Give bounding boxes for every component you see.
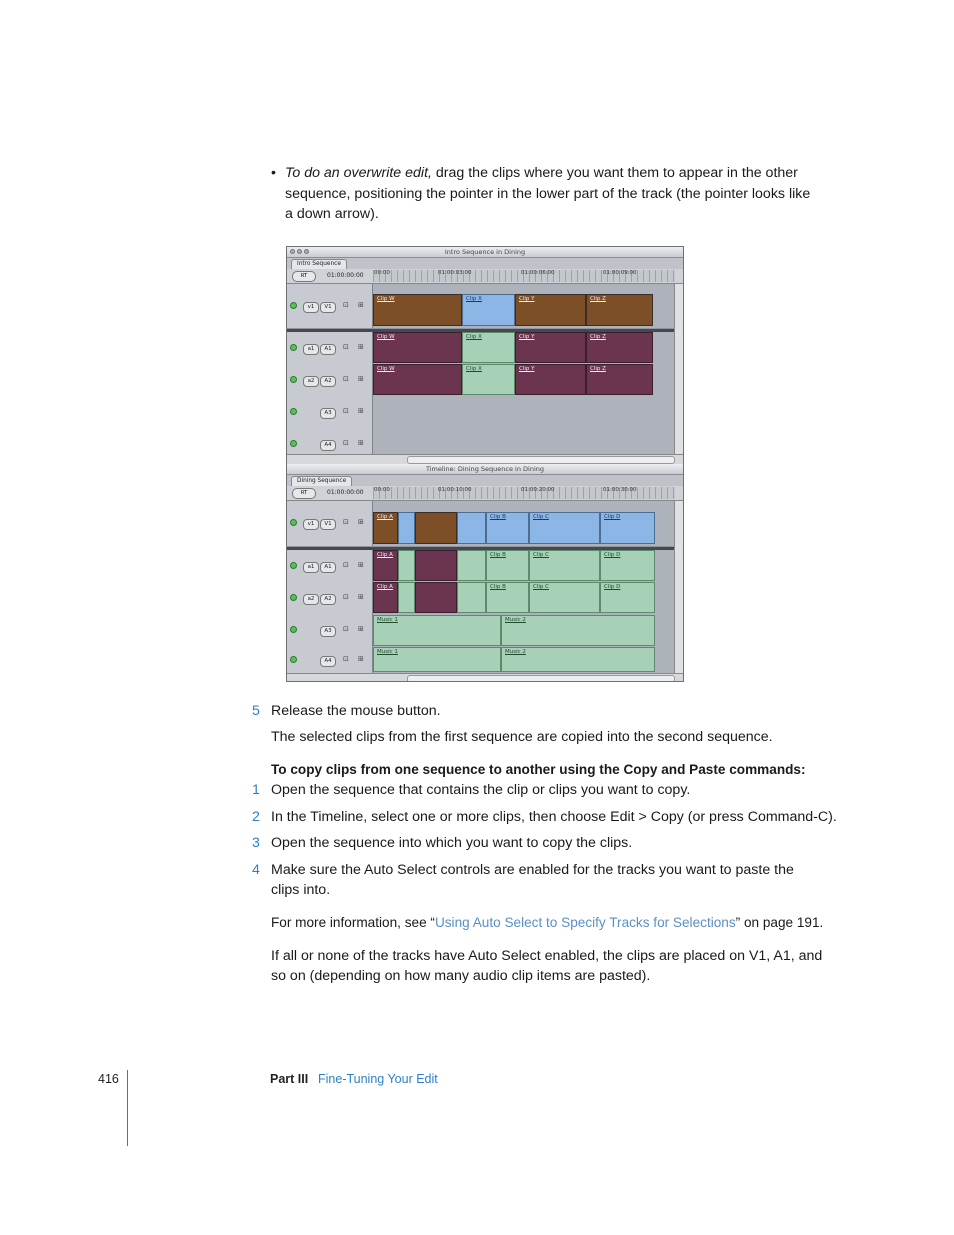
track-controls xyxy=(287,647,373,673)
speaker-icon[interactable] xyxy=(290,626,297,633)
clip-label: Clip X xyxy=(466,366,482,372)
clip-label: Clip C xyxy=(533,514,549,520)
auto-select-icon[interactable]: ⊞ xyxy=(358,518,364,526)
clip-w-audio[interactable] xyxy=(373,332,462,363)
clip-a-audio[interactable] xyxy=(373,550,398,581)
speaker-icon[interactable] xyxy=(290,562,297,569)
clip-d[interactable] xyxy=(600,512,655,544)
timecode-display: 01:00:00:00 xyxy=(327,272,364,279)
clip-pasted[interactable] xyxy=(415,512,457,544)
ruler-label: 01:00:03:00 xyxy=(438,270,472,276)
clip-c[interactable] xyxy=(529,512,600,544)
track-controls xyxy=(287,364,373,396)
auto-select-icon[interactable]: ⊞ xyxy=(358,655,364,663)
source-control[interactable]: v1 xyxy=(303,302,319,313)
clip-label: Clip W xyxy=(377,366,395,372)
time-ruler[interactable] xyxy=(373,270,675,282)
auto-select-icon[interactable]: ⊞ xyxy=(358,375,364,383)
lock-icon[interactable]: ⊡ xyxy=(343,593,349,601)
clip-x-audio-2[interactable] xyxy=(462,364,515,395)
lock-icon[interactable]: ⊡ xyxy=(343,439,349,447)
clip-label: Clip A xyxy=(377,584,393,590)
source-control[interactable]: a1 xyxy=(303,562,319,573)
auto-select-icon[interactable]: ⊞ xyxy=(358,561,364,569)
clip-a-audio-2[interactable] xyxy=(373,582,398,613)
ruler-label: 01:00:09:00 xyxy=(603,270,637,276)
step-2-text: In the Timeline, select one or more clips, then choose Edit > Copy (or press Command-C). xyxy=(271,809,837,825)
clip-label: Clip X xyxy=(466,334,482,340)
top-rt-bar xyxy=(287,269,683,284)
step-3-number: 3 xyxy=(252,835,260,851)
track-visibility-toggle[interactable] xyxy=(290,302,297,309)
footer-section: Fine-Tuning Your Edit xyxy=(318,1072,438,1086)
bullet-line3: a down arrow). xyxy=(285,206,379,222)
speaker-icon[interactable] xyxy=(290,408,297,415)
closing-line1: If all or none of the tracks have Auto Select enabled, the clips are placed on V1, A1, and xyxy=(271,948,823,964)
clip-b-audio[interactable] xyxy=(486,550,529,581)
speaker-icon[interactable] xyxy=(290,376,297,383)
clip-pasted-audio[interactable] xyxy=(415,550,457,581)
timecode-display-2: 01:00:00:00 xyxy=(327,489,364,496)
destination-control[interactable]: A4 xyxy=(320,656,336,667)
source-control[interactable]: a2 xyxy=(303,594,319,605)
step-5-text: Release the mouse button. xyxy=(271,703,441,719)
auto-select-icon[interactable]: ⊞ xyxy=(358,439,364,447)
clip-w[interactable] xyxy=(373,294,462,326)
track-v1-lower xyxy=(287,501,683,547)
ruler-label: 01:00:06:00 xyxy=(521,270,555,276)
source-control[interactable]: v1 xyxy=(303,519,319,530)
source-control[interactable]: a2 xyxy=(303,376,319,387)
track-v1 xyxy=(287,284,683,329)
clip-label: Clip Y xyxy=(519,334,535,340)
clip-label: Clip C xyxy=(533,552,549,558)
lock-icon[interactable]: ⊡ xyxy=(343,518,349,526)
destination-control[interactable]: V1 xyxy=(320,302,336,313)
destination-control[interactable]: A4 xyxy=(320,440,336,451)
minimize-button[interactable] xyxy=(297,249,302,254)
destination-control[interactable]: A2 xyxy=(320,594,336,605)
clip-label: Clip B xyxy=(490,514,506,520)
step-5-number: 5 xyxy=(252,703,260,719)
clip-label: Clip Y xyxy=(519,296,535,302)
clip-z-audio[interactable] xyxy=(586,332,653,363)
auto-select-icon[interactable]: ⊞ xyxy=(358,343,364,351)
page-number: 416 xyxy=(98,1072,119,1086)
bullet-dot: • xyxy=(271,165,276,181)
tab-dining-sequence[interactable]: Dining Sequence xyxy=(291,476,352,486)
destination-control[interactable]: V1 xyxy=(320,519,336,530)
clip-music-1[interactable] xyxy=(373,615,501,646)
clip-label: Clip D xyxy=(604,514,621,520)
clip-label: Clip Z xyxy=(590,334,606,340)
track-a3 xyxy=(287,396,683,431)
clip-label: Music 1 xyxy=(377,649,398,655)
horizontal-scrollbar[interactable] xyxy=(407,456,675,464)
vertical-scrollbar[interactable] xyxy=(674,284,683,454)
track-controls xyxy=(287,614,373,647)
lock-icon[interactable]: ⊡ xyxy=(343,561,349,569)
clip-x-audio[interactable] xyxy=(462,332,515,363)
step-1-text: Open the sequence that contains the clip or clips you want to copy. xyxy=(271,782,691,798)
ruler-label: 00:00 xyxy=(374,487,390,493)
auto-select-icon[interactable]: ⊞ xyxy=(358,301,364,309)
rt-popup-2[interactable]: RT xyxy=(292,488,316,499)
lock-icon[interactable]: ⊡ xyxy=(343,625,349,633)
bullet-text xyxy=(285,163,845,184)
track-controls xyxy=(287,501,373,546)
clip-label: Clip D xyxy=(604,584,621,590)
destination-control[interactable]: A1 xyxy=(320,562,336,573)
clip-label: Clip Z xyxy=(590,296,606,302)
lower-titlebar xyxy=(287,464,683,475)
track-a2 xyxy=(287,364,683,397)
tab-intro-sequence[interactable]: Intro Sequence xyxy=(291,259,347,269)
destination-control[interactable]: A3 xyxy=(320,408,336,419)
clip-label: Clip Y xyxy=(519,366,535,372)
time-ruler-2[interactable] xyxy=(373,487,675,499)
step-1-number: 1 xyxy=(252,782,260,798)
auto-select-icon[interactable]: ⊞ xyxy=(358,407,364,415)
clip-music-2[interactable] xyxy=(501,615,655,646)
track-controls xyxy=(287,550,373,582)
clip-label: Clip B xyxy=(490,552,506,558)
bottom-rt-bar xyxy=(287,486,683,501)
vertical-scrollbar-2[interactable] xyxy=(674,501,683,673)
clip-y-audio-2[interactable] xyxy=(515,364,586,395)
horizontal-scrollbar-2[interactable] xyxy=(407,675,675,682)
more-info-suffix: ” on page 191. xyxy=(735,915,824,930)
speaker-icon[interactable] xyxy=(290,440,297,447)
top-bottom-bar xyxy=(287,454,683,464)
window-titlebar xyxy=(287,247,683,258)
more-info xyxy=(271,913,823,934)
bullet-line2: sequence, positioning the pointer in the lower part of the track (the pointer looks like xyxy=(285,186,811,202)
clip-label: Clip B xyxy=(490,584,506,590)
footer-part: Part III xyxy=(270,1072,309,1086)
clip-a-gap[interactable] xyxy=(398,512,415,544)
track-a4 xyxy=(287,430,683,455)
track-a2-lower xyxy=(287,582,683,615)
result-text: The selected clips from the first sequence are copied into the second sequence. xyxy=(271,729,773,745)
track-controls xyxy=(287,582,373,614)
clip-label: Music 1 xyxy=(377,617,398,623)
auto-select-icon[interactable]: ⊞ xyxy=(358,593,364,601)
track-a3-lower xyxy=(287,614,683,648)
track-controls xyxy=(287,430,373,454)
clip-y[interactable] xyxy=(515,294,586,326)
lock-icon[interactable]: ⊡ xyxy=(343,343,349,351)
lock-icon[interactable]: ⊡ xyxy=(343,655,349,663)
clip-label: Clip Z xyxy=(590,366,606,372)
clip-label: Clip A xyxy=(377,552,393,558)
auto-select-icon[interactable]: ⊞ xyxy=(358,625,364,633)
zoom-button[interactable] xyxy=(304,249,309,254)
cross-reference-link[interactable]: Using Auto Select to Specify Tracks for Selections xyxy=(434,915,736,930)
speaker-icon[interactable] xyxy=(290,656,297,663)
step-4-line2: clips into. xyxy=(271,882,331,898)
clip-b[interactable] xyxy=(486,512,529,544)
bullet-rest: drag the clips where you want them to appear in the other xyxy=(431,165,798,181)
clip-gap-audio[interactable] xyxy=(398,550,415,581)
lock-icon[interactable]: ⊡ xyxy=(343,407,349,415)
ruler-label: 01:00:30:00 xyxy=(603,487,637,493)
track-a1 xyxy=(287,332,683,365)
destination-control[interactable]: A2 xyxy=(320,376,336,387)
footer-rule xyxy=(127,1070,128,1146)
clip-a[interactable] xyxy=(373,512,398,544)
more-info-prefix: For more information, see “ xyxy=(271,915,435,930)
clip-pasted-audio-2[interactable] xyxy=(415,582,457,613)
clip-label: Clip D xyxy=(604,552,621,558)
clip-gap-2[interactable] xyxy=(457,512,486,544)
track-a1-lower xyxy=(287,550,683,583)
destination-control[interactable]: A1 xyxy=(320,344,336,355)
clip-b-audio-2[interactable] xyxy=(486,582,529,613)
step-4-line1: Make sure the Auto Select controls are enabled for the tracks you want to paste the xyxy=(271,862,794,878)
lock-icon[interactable]: ⊡ xyxy=(343,375,349,383)
clip-z[interactable] xyxy=(586,294,653,326)
clip-d-audio-2[interactable] xyxy=(600,582,655,613)
procedure-heading: To copy clips from one sequence to another using the Copy and Paste commands: xyxy=(271,762,806,777)
track-controls xyxy=(287,332,373,364)
clip-label: Clip A xyxy=(377,514,393,520)
closing-line2: so on (depending on how many audio clip items are pasted). xyxy=(271,968,651,984)
clip-gap-audio-2[interactable] xyxy=(457,550,486,581)
step-4-number: 4 xyxy=(252,862,260,878)
track-controls xyxy=(287,396,373,430)
ruler-label: 01:00:10:00 xyxy=(438,487,472,493)
bullet-lead: To do an overwrite edit, xyxy=(285,165,432,181)
lower-window-title: Timeline: Dining Sequence in Dining xyxy=(425,465,545,473)
clip-label: Music 2 xyxy=(505,617,526,623)
window-title: Intro Sequence in Dining xyxy=(444,248,526,256)
close-button[interactable] xyxy=(290,249,295,254)
lock-icon[interactable]: ⊡ xyxy=(343,301,349,309)
clip-label: Clip C xyxy=(533,584,549,590)
ruler-label: 01:00:20:00 xyxy=(521,487,555,493)
ruler-label: 00:00 xyxy=(374,270,390,276)
lower-bottom-bar xyxy=(287,673,683,682)
destination-control[interactable]: A3 xyxy=(320,626,336,637)
clip-gap-audio-4[interactable] xyxy=(457,582,486,613)
clip-d-audio[interactable] xyxy=(600,550,655,581)
clip-w-audio-2[interactable] xyxy=(373,364,462,395)
clip-music-2-b[interactable] xyxy=(501,647,655,672)
speaker-icon[interactable] xyxy=(290,344,297,351)
clip-music-1-b[interactable] xyxy=(373,647,501,672)
clip-label: Music 2 xyxy=(505,649,526,655)
track-controls xyxy=(287,284,373,328)
clip-x[interactable] xyxy=(462,294,515,326)
track-visibility-toggle[interactable] xyxy=(290,519,297,526)
source-control[interactable]: a1 xyxy=(303,344,319,355)
speaker-icon[interactable] xyxy=(290,594,297,601)
clip-gap-audio-3[interactable] xyxy=(398,582,415,613)
clip-c-audio[interactable] xyxy=(529,550,600,581)
track-a4-lower xyxy=(287,647,683,674)
clip-c-audio-2[interactable] xyxy=(529,582,600,613)
clip-z-audio-2[interactable] xyxy=(586,364,653,395)
clip-label: Clip W xyxy=(377,296,395,302)
clip-label: Clip W xyxy=(377,334,395,340)
clip-label: Clip X xyxy=(466,296,482,302)
timeline-screenshot xyxy=(286,246,684,682)
step-2-number: 2 xyxy=(252,809,260,825)
rt-popup[interactable]: RT xyxy=(292,271,316,282)
clip-y-audio[interactable] xyxy=(515,332,586,363)
step-3-text: Open the sequence into which you want to copy the clips. xyxy=(271,835,633,851)
